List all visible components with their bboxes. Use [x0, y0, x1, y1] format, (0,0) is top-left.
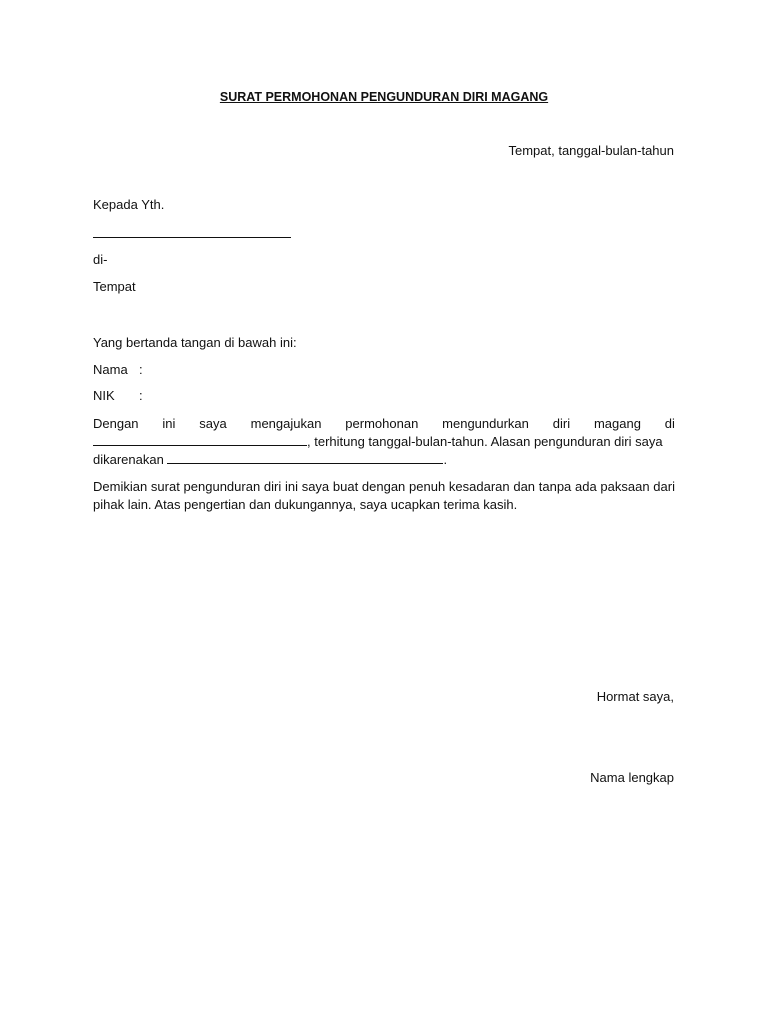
body-line-3: [93, 451, 675, 469]
recipient-greeting: Kepada Yth.: [93, 197, 165, 212]
closing-paragraph: Demikian surat pengunduran diri ini saya buat dengan penuh kesadaran dan tanpa ada paksaan dari pihak lain. Atas pengertian dan dukungannya, saya ucapkan terima kasih.: [93, 479, 675, 512]
body-word: magang: [593, 416, 641, 431]
body-line-3-end: .: [443, 452, 448, 467]
recipient-name-blank: [93, 237, 291, 238]
body-word: mengajukan: [250, 416, 322, 431]
body-line-1: [93, 415, 675, 433]
letter-title: SURAT PERMOHONAN PENGUNDURAN DIRI MAGANG: [219, 90, 549, 104]
body-line-2-text: , terhitung tanggal-bulan-tahun. Alasan pengunduran diri saya: [307, 434, 663, 449]
sign-off: Hormat saya,: [596, 689, 674, 704]
signature-name: Nama lengkap: [590, 770, 674, 785]
place-date: Tempat, tanggal-bulan-tahun: [508, 143, 674, 158]
body-word: Dengan: [93, 416, 139, 431]
name-separator: :: [139, 362, 143, 377]
nik-separator: :: [139, 388, 143, 403]
recipient-place: Tempat: [93, 279, 136, 294]
body-paragraph: [93, 415, 675, 469]
reason-blank: [167, 451, 443, 464]
name-field-row: [93, 361, 143, 379]
nik-label: NIK: [93, 388, 115, 403]
name-label: Nama: [93, 362, 128, 377]
intro-text: Yang bertanda tangan di bawah ini:: [93, 335, 297, 350]
body-line-3-text: dikarenakan: [93, 452, 164, 467]
body-word: mengundurkan: [442, 416, 529, 431]
body-word: diri: [552, 416, 571, 431]
internship-place-blank: [93, 433, 307, 446]
body-word: permohonan: [345, 416, 419, 431]
body-line-2: [93, 433, 675, 451]
body-word: saya: [199, 416, 227, 431]
body-word: di: [664, 416, 675, 431]
nik-field-row: [93, 387, 143, 405]
recipient-di: di-: [93, 252, 108, 267]
body-word: ini: [162, 416, 176, 431]
